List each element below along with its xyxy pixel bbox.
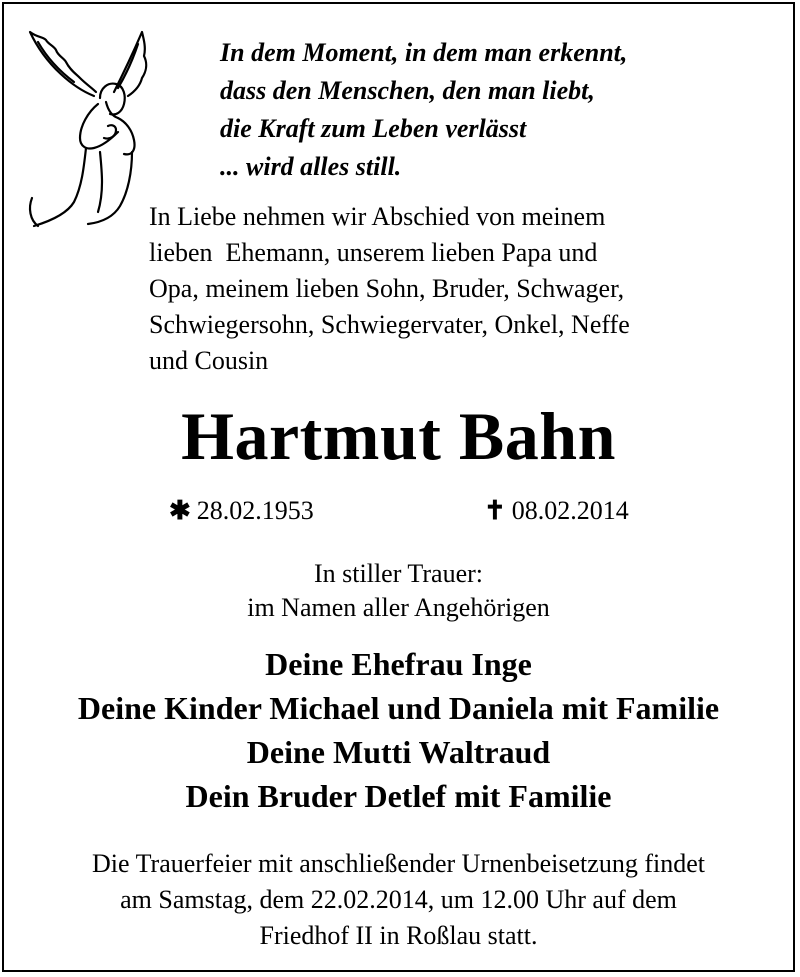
poem-line: In dem Moment, in dem man erkennt,	[220, 38, 628, 67]
family-line: Dein Bruder Detlef mit Familie	[185, 778, 612, 814]
poem	[220, 34, 780, 186]
family-line: Deine Ehefrau Inge	[265, 646, 532, 682]
deceased-name: Hartmut Bahn	[181, 398, 616, 474]
farewell-line: Opa, meinem lieben Sohn, Bruder, Schwager,	[149, 274, 625, 303]
family-line: Deine Kinder Michael und Daniela mit Familie	[77, 690, 720, 726]
funeral-line: Friedhof II in Roßlau statt.	[259, 921, 538, 950]
poem-line: die Kraft zum Leben verlässt	[220, 114, 527, 143]
poem-line: dass den Menschen, den man liebt,	[220, 76, 595, 105]
mourning-line: im Namen aller Angehörigen	[247, 593, 550, 622]
angel-icon	[24, 26, 154, 236]
death-cross-icon: ✝	[484, 496, 506, 525]
family-line: Deine Mutti Waltraud	[246, 734, 551, 770]
farewell-line: In Liebe nehmen wir Abschied von meinem	[149, 202, 606, 231]
farewell-text	[149, 199, 789, 379]
farewell-line: lieben Ehemann, unserem lieben Papa und	[149, 238, 598, 267]
poem-line: ... wird alles still.	[220, 152, 402, 181]
funeral-notice	[4, 846, 793, 954]
death-date-value: 08.02.2014	[511, 496, 629, 525]
obituary-card	[2, 2, 795, 972]
farewell-line: Schwiegersohn, Schwiegervater, Onkel, Neffe	[149, 310, 630, 339]
birth-date	[169, 494, 314, 528]
birth-star-icon: ✱	[169, 496, 191, 525]
birth-date-value: 28.02.1953	[196, 496, 314, 525]
family-list	[4, 642, 793, 818]
mourning-note	[4, 557, 793, 625]
mourning-line: In stiller Trauer:	[314, 559, 483, 588]
farewell-line: und Cousin	[149, 346, 269, 375]
funeral-line: Die Trauerfeier mit anschließender Urnenbeisetzung findet	[92, 849, 705, 878]
death-date	[484, 494, 629, 528]
funeral-line: am Samstag, dem 22.02.2014, um 12.00 Uhr auf dem	[120, 885, 677, 914]
